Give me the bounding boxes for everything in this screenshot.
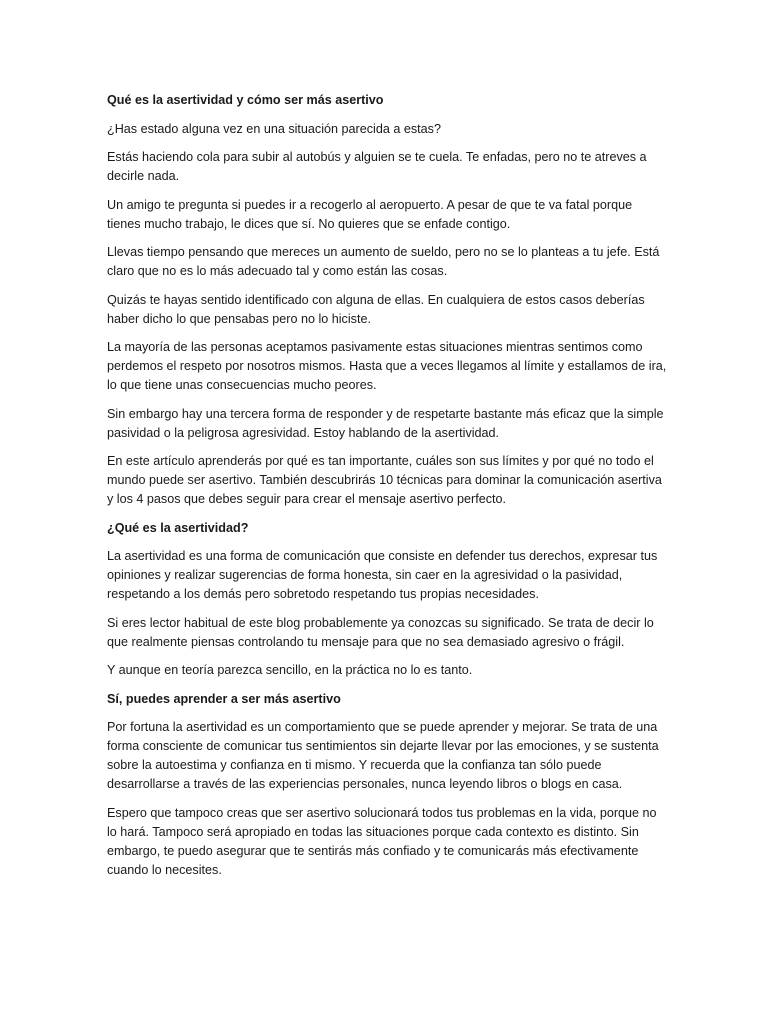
paragraph: Por fortuna la asertividad es un comportamiento que se puede aprender y mejorar. Se trata de una forma consciente de comunicar tus sentimientos sin dejarte llevar por las emociones, y se sustenta sobre la autoestima y confianza en ti mismo. Y recuerda que la confianza tan sólo puede desarrollarse a través de las experiencias personales, nunca leyendo libros o blogs en casa. (107, 720, 659, 791)
section-heading: ¿Qué es la asertividad? (107, 520, 249, 535)
paragraph: Y aunque en teoría parezca sencillo, en la práctica no lo es tanto. (107, 663, 473, 677)
paragraph: La asertividad es una forma de comunicación que consiste en defender tus derechos, expresar tus opiniones y realizar sugerencias de forma honesta, sin caer en la agresividad o la pasividad, respetando a los demás pero sobretodo respetando tus propias necesidades. (107, 549, 658, 601)
paragraph: Un amigo te pregunta si puedes ir a recogerlo al aeropuerto. A pesar de que te va fatal porque tienes mucho trabajo, le dices que sí. No quieres que se enfade contigo. (107, 197, 633, 231)
paragraph: Quizás te hayas sentido identificado con alguna de ellas. En cualquiera de estos casos deberías haber dicho lo que pensabas pero no lo hiciste. (107, 292, 645, 326)
paragraph: Estás haciendo cola para subir al autobús y alguien se te cuela. Te enfadas, pero no te atreves a decirle nada. (107, 150, 647, 183)
document-title: Qué es la asertividad y cómo ser más asertivo (107, 93, 384, 107)
paragraph: Sin embargo hay una tercera forma de responder y de respetarte bastante más eficaz que la simple pasividad o la peligrosa agresividad. Estoy hablando de la asertividad. (107, 406, 664, 440)
paragraph: ¿Has estado alguna vez en una situación parecida a estas? (107, 121, 441, 136)
section-heading: Sí, puedes aprender a ser más asertivo (107, 691, 341, 706)
paragraph: Llevas tiempo pensando que mereces un aumento de sueldo, pero no se lo planteas a tu jefe. Está claro que no es lo más adecuado tal y como están las cosas. (107, 245, 660, 278)
paragraph: En este artículo aprenderás por qué es tan importante, cuáles son sus límites y por qué no todo el mundo puede ser asertivo. También descubrirás 10 técnicas para dominar la comunicación asertiva y los 4 pasos que debes seguir para crear el mensaje asertivo perfecto. (107, 454, 662, 506)
paragraph: Si eres lector habitual de este blog probablemente ya conozcas su significado. Se trata de decir lo que realmente piensas controlando tu mensaje para que no sea demasiado agresivo o frágil. (107, 615, 654, 649)
paragraph: Espero que tampoco creas que ser asertivo solucionará todos tus problemas en la vida, porque no lo hará. Tampoco será apropiado en todas las situaciones porque cada contexto es distinto. Sin embargo, te puedo asegurar que te sentirás más confiado y te comunicarás más efectivamente cuando lo necesites. (107, 805, 657, 877)
paragraph: La mayoría de las personas aceptamos pasivamente estas situaciones mientras sentimos como perdemos el respeto por nosotros mismos. Hasta que a veces llegamos al límite y estallamos de ira, lo que tiene unas consecuencias mucho peores. (107, 340, 667, 392)
document-page (107, 91, 667, 889)
